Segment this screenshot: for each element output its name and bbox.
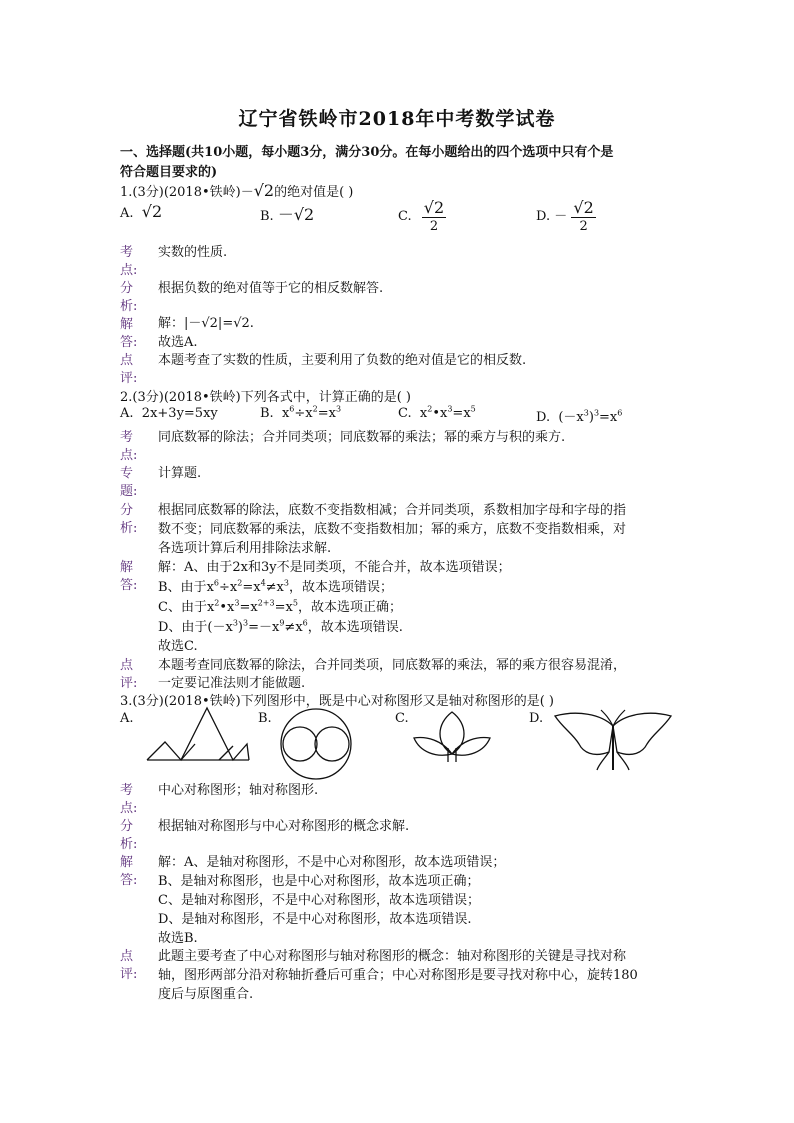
q3-figure-b xyxy=(279,707,353,781)
q3-option-c-label: C. xyxy=(395,711,409,726)
q2-jieda-2: B、由于$x^6\div x^2=x^4\ne x^3$，故本选项错误； xyxy=(158,578,393,595)
q1-option-c: C. $\frac{√2}{2}$ xyxy=(398,198,445,234)
q2-option-c: C. $x^2•x^3=x^5$ xyxy=(398,404,476,421)
q2-dianping-1: 本题考查同底数幂的除法，合并同类项，同底数幂的乘法，幂的乘方很容易混淆， xyxy=(158,658,627,673)
q1-kaodian: 实数的性质. xyxy=(158,245,228,260)
q2-dianping-2: 一定要记准法则才能做题. xyxy=(158,676,306,691)
label-jieda: 解 xyxy=(120,560,134,575)
label-fenxi: 分 xyxy=(120,503,134,518)
figure-c-right-petal xyxy=(452,738,490,756)
q3-jieda-1: 解：A、是轴对称图形，不是中心对称图形，故本选项错误； xyxy=(158,855,506,870)
figure-a-triangle-outline xyxy=(147,708,249,760)
q1-jieda-1: 解：|－√2|=√2. xyxy=(158,316,254,331)
label-fenxi: 分 xyxy=(120,819,134,834)
q2-jieda-1: 解：A、由于2x和3y不是同类项，不能合并，故本选项错误； xyxy=(158,560,511,575)
label-jieda-2: 答: xyxy=(120,873,138,888)
label-fenxi: 分 xyxy=(120,281,134,296)
q3-dianping-2: 轴，图形两部分沿对称轴折叠后可重合；中心对称图形是要寻找对称中心，旋转180 xyxy=(158,968,638,983)
q3-jieda-5: 故选B. xyxy=(158,931,198,946)
q3-stem: 3.(3分)(2018•铁岭)下列图形中，既是中心对称图形又是轴对称图形的是( ) xyxy=(120,694,554,709)
label-zhuanti: 专 xyxy=(120,466,134,481)
q3-option-a-label: A. xyxy=(120,711,134,726)
figure-b-left-circle xyxy=(283,727,317,761)
label-dianping: 点 xyxy=(120,658,134,673)
q1-jieda-2: 故选A. xyxy=(158,335,198,350)
section-heading-line2: 符合题目要求的) xyxy=(120,165,218,180)
q3-jieda-4: D、是轴对称图形，不是中心对称图形，故本选项错误. xyxy=(158,912,472,927)
q3-figure-a xyxy=(145,706,250,762)
label-kaodian: 考 xyxy=(120,430,134,445)
label-fenxi-2: 析: xyxy=(120,299,138,314)
label-fenxi-2: 析: xyxy=(120,837,138,852)
q3-jieda-3: C、是轴对称图形，不是中心对称图形，故本选项错误； xyxy=(158,893,480,908)
label-kaodian: 考 xyxy=(120,783,134,798)
page-title: 辽宁省铁岭市2018年中考数学试卷 xyxy=(238,108,556,130)
label-dianping-2: 评: xyxy=(120,967,138,982)
label-dianping: 点 xyxy=(120,353,134,368)
label-jieda-2: 答: xyxy=(120,578,138,593)
q3-option-d-label: D. xyxy=(529,711,544,726)
q1-stem: 1.(3分)(2018•铁岭)－√2的绝对值是( ) xyxy=(120,181,354,200)
label-jieda: 解 xyxy=(120,317,134,332)
q2-fenxi-3: 各选项计算后利用排除法求解. xyxy=(158,541,332,556)
q3-dianping-1: 此题主要考查了中心对称图形与轴对称图形的概念：轴对称图形的关键是寻找对称 xyxy=(158,949,627,964)
label-kaodian: 考 xyxy=(120,245,134,260)
q2-jieda-5: 故选C. xyxy=(158,639,198,654)
label-dianping-2: 评: xyxy=(120,371,138,386)
q2-stem: 2.(3分)(2018•铁岭)下列各式中，计算正确的是( ) xyxy=(120,390,411,405)
q1-dianping: 本题考查了实数的性质，主要利用了负数的绝对值是它的相反数. xyxy=(158,353,527,368)
q3-figure-c xyxy=(412,708,492,764)
figure-d-antennae xyxy=(601,710,625,726)
q1-option-a: A. √2 xyxy=(120,202,163,221)
q2-fenxi-1: 根据同底数幂的除法，底数不变指数相减；合并同类项，系数相加字母和字母的指 xyxy=(158,503,627,518)
figure-d-left-wing xyxy=(555,713,613,754)
q3-figure-d xyxy=(553,708,673,772)
figure-a-inner-line xyxy=(219,746,233,760)
label-jieda-2: 答: xyxy=(120,335,138,350)
q2-kaodian: 同底数幂的除法；合并同类项；同底数幂的乘法；幂的乘方与积的乘方. xyxy=(158,430,566,445)
q2-jieda-3: C、由于$x^2•x^3=x^{2+3}=x^5$，故本选项正确； xyxy=(158,598,402,615)
q2-fenxi-2: 数不变；同底数幂的乘法，底数不变指数相加；幂的乘方，底数不变指数相乘，对 xyxy=(158,522,627,537)
label-kaodian-2: 点: xyxy=(120,801,138,816)
q2-zhuanti: 计算题. xyxy=(158,466,202,481)
section-heading-line1: 一、选择题(共10小题，每小题3分，满分30分。在每小题给出的四个选项中只有个是 xyxy=(120,145,614,160)
figure-c-left-petal xyxy=(414,738,452,756)
q3-fenxi: 根据轴对称图形与中心对称图形的概念求解. xyxy=(158,819,410,834)
figure-b-right-circle xyxy=(315,727,349,761)
label-dianping-2: 评: xyxy=(120,676,138,691)
label-jieda: 解 xyxy=(120,855,134,870)
label-kaodian-2: 点: xyxy=(120,263,138,278)
q3-dianping-3: 度后与原图重合. xyxy=(158,987,254,1002)
label-dianping: 点 xyxy=(120,949,134,964)
label-fenxi-2: 析: xyxy=(120,521,138,536)
label-zhuanti-2: 题: xyxy=(120,484,138,499)
q1-option-b: B. －√2 xyxy=(260,205,315,224)
q1-option-d: D. － $\frac{√2}{2}$ xyxy=(536,198,594,234)
figure-c-center-petal xyxy=(440,712,464,754)
q3-kaodian: 中心对称图形；轴对称图形. xyxy=(158,783,319,798)
q3-option-b-label: B. xyxy=(258,711,272,726)
q2-option-d: D. $(-x^3)^3=x^6$ xyxy=(536,408,623,425)
figure-d-right-wing xyxy=(613,713,671,754)
q2-jieda-4: D、由于$(-x^3)^3=-x^9\ne x^6$，故本选项错误. xyxy=(158,618,403,635)
q1-fenxi: 根据负数的绝对值等于它的相反数解答. xyxy=(158,281,384,296)
q3-jieda-2: B、是轴对称图形，也是中心对称图形，故本选项正确； xyxy=(158,874,480,889)
label-kaodian-2: 点: xyxy=(120,448,138,463)
q2-option-b: B. $x^6\div x^2=x^3$ xyxy=(260,404,342,421)
figure-b-outer-circle xyxy=(281,709,351,779)
q2-option-a: A. 2x+3y=5xy xyxy=(120,406,218,421)
